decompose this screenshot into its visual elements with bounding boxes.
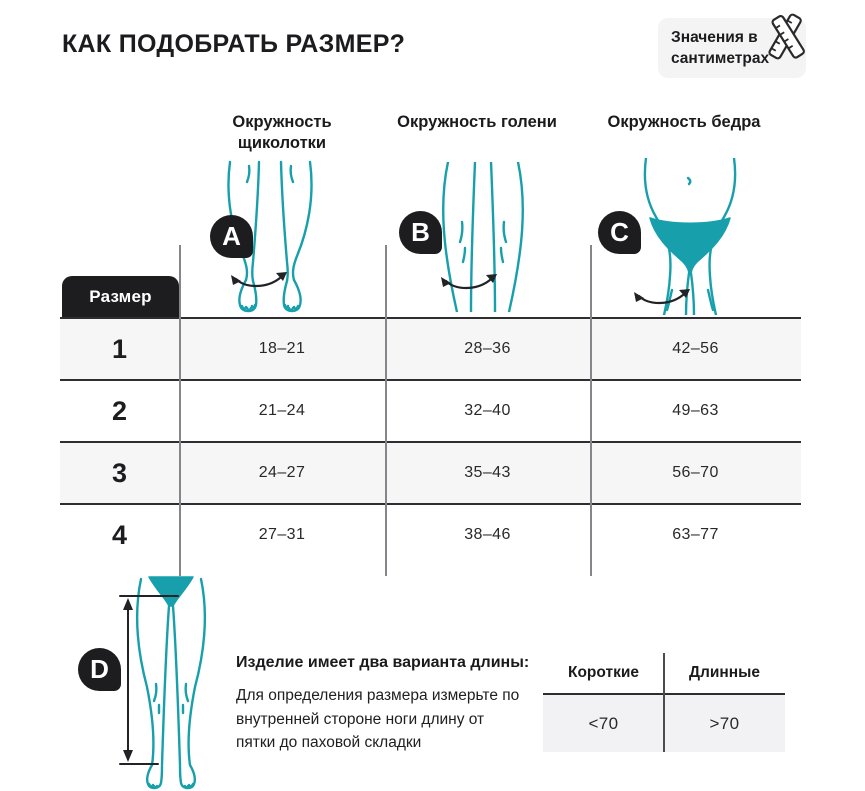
marker-badge-a: A: [210, 215, 253, 258]
size-cell: 4: [111, 519, 128, 550]
measure-arrow-icon: [440, 268, 498, 294]
length-header-short: Короткие: [568, 664, 639, 681]
length-heading: Изделие имеет два варианта длины:: [236, 654, 530, 671]
table-row: [60, 381, 801, 443]
hip-cell: 42–56: [672, 340, 719, 357]
measure-arrow-icon: [633, 283, 691, 309]
units-note-text: Значения в сантиметрах: [671, 29, 770, 67]
column-header-calf: Окружность голени: [397, 113, 557, 131]
ankle-cell: 21–24: [258, 402, 306, 419]
size-corner-label: Размер: [62, 276, 179, 317]
column-divider: [385, 245, 387, 576]
table-row: [60, 505, 801, 565]
size-cell: 2: [111, 395, 128, 426]
length-value-long: >70: [709, 713, 740, 733]
marker-badge-d: D: [78, 648, 121, 691]
ankle-cell: 18–21: [258, 340, 306, 357]
page-title: КАК ПОДОБРАТЬ РАЗМЕР?: [62, 30, 406, 58]
hip-cell: 49–63: [672, 402, 719, 419]
column-divider: [590, 245, 592, 576]
measuring-tape-icon: [760, 8, 812, 66]
length-table-divider: [663, 653, 665, 752]
length-description: Для определения размера измерьте по внутренней стороне ноги длину от пятки до паховой складки: [236, 687, 520, 752]
column-header-ankle: Окружность щиколотки: [232, 113, 332, 152]
calf-cell: 32–40: [464, 402, 511, 419]
ankle-cell: 27–31: [258, 526, 306, 543]
marker-badge-b: B: [399, 211, 442, 254]
column-divider: [179, 245, 181, 576]
marker-badge-c: C: [598, 211, 641, 254]
calf-cell: 38–46: [464, 526, 511, 543]
length-header-long: Длинные: [689, 664, 760, 681]
hip-cell: 63–77: [672, 526, 719, 543]
units-note-badge: [658, 18, 806, 78]
size-cell: 1: [111, 333, 128, 364]
ankle-cell: 24–27: [258, 464, 306, 481]
calf-cell: 35–43: [464, 464, 511, 481]
measure-arrow-icon: [230, 266, 288, 292]
length-value-short: <70: [588, 713, 619, 733]
table-row: [60, 443, 801, 505]
size-cell: 3: [111, 457, 128, 488]
size-table: [60, 317, 801, 565]
table-row: [60, 319, 801, 381]
hip-cell: 56–70: [672, 464, 719, 481]
column-header-hip: Окружность бедра: [607, 113, 761, 131]
calf-cell: 28–36: [464, 340, 511, 357]
length-variants-table: [543, 653, 785, 752]
